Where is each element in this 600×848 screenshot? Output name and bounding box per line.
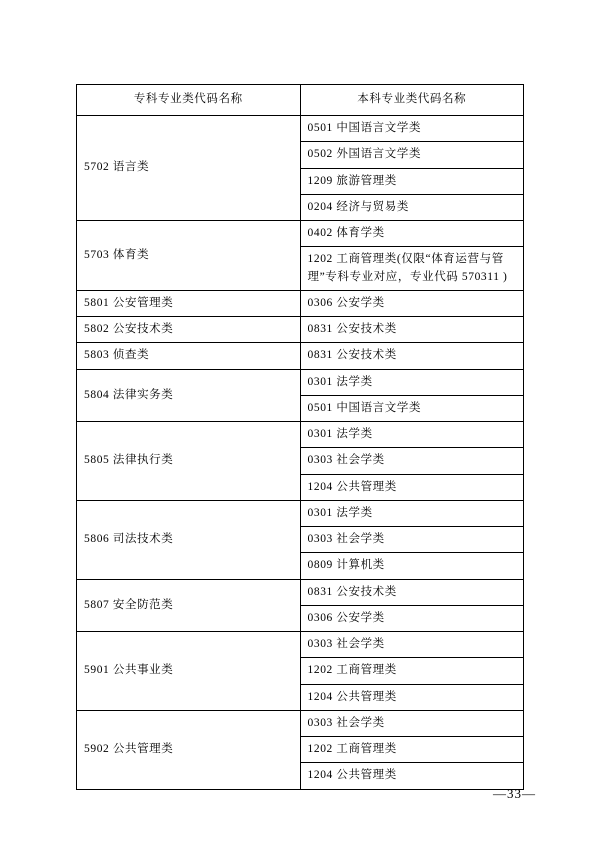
undergraduate-major-category: 0303 社会学类 [300,527,524,553]
major-code-table-container [76,84,524,790]
table-row [77,116,524,142]
table-row [77,579,524,605]
undergraduate-major-category: 0303 社会学类 [300,710,524,736]
undergraduate-major-category: 1202 工商管理类 [300,737,524,763]
undergraduate-major-category: 1204 公共管理类 [300,684,524,710]
undergraduate-major-category: 0402 体育学类 [300,221,524,247]
specialist-major-category: 5803 侦查类 [77,343,301,369]
undergraduate-major-category: 1204 公共管理类 [300,763,524,789]
specialist-major-category: 5801 公安管理类 [77,290,301,316]
table-row [77,632,524,658]
undergraduate-major-category: 0306 公安学类 [300,290,524,316]
specialist-major-category: 5702 语言类 [77,116,301,221]
table-row [77,290,524,316]
table-header-row [77,85,524,116]
column-header-specialist: 专科专业类代码名称 [77,85,301,116]
undergraduate-major-category: 1204 公共管理类 [300,474,524,500]
table-row [77,343,524,369]
undergraduate-major-category: 1209 旅游管理类 [300,168,524,194]
undergraduate-major-category: 0831 公安技术类 [300,317,524,343]
undergraduate-major-category: 0501 中国语言文学类 [300,116,524,142]
undergraduate-major-category: 0502 外国语言文学类 [300,142,524,168]
undergraduate-major-category: 0204 经济与贸易类 [300,194,524,220]
undergraduate-major-category: 1202 工商管理类(仅限“体育运营与管理”专科专业对应，专业代码 570311 ) [300,247,524,291]
undergraduate-major-category: 0301 法学类 [300,422,524,448]
specialist-major-category: 5807 安全防范类 [77,579,301,632]
specialist-major-category: 5802 公安技术类 [77,317,301,343]
specialist-major-category: 5902 公共管理类 [77,710,301,789]
undergraduate-major-category: 0501 中国语言文学类 [300,395,524,421]
table-row [77,710,524,736]
column-header-undergraduate: 本科专业类代码名称 [300,85,524,116]
table-body [77,116,524,790]
undergraduate-major-category: 0306 公安学类 [300,605,524,631]
undergraduate-major-category: 0303 社会学类 [300,632,524,658]
undergraduate-major-category: 0301 法学类 [300,500,524,526]
specialist-major-category: 5901 公共事业类 [77,632,301,711]
undergraduate-major-category: 0809 计算机类 [300,553,524,579]
major-code-table [76,84,524,790]
table-row [77,500,524,526]
page-number: —33— [493,786,536,801]
undergraduate-major-category: 0831 公安技术类 [300,343,524,369]
undergraduate-major-category: 0303 社会学类 [300,448,524,474]
table-row [77,221,524,247]
specialist-major-category: 5806 司法技术类 [77,500,301,579]
table-row [77,317,524,343]
specialist-major-category: 5805 法律执行类 [77,422,301,501]
specialist-major-category: 5804 法律实务类 [77,369,301,422]
undergraduate-major-category: 1202 工商管理类 [300,658,524,684]
specialist-major-category: 5703 体育类 [77,221,301,291]
undergraduate-major-category: 0831 公安技术类 [300,579,524,605]
undergraduate-major-category: 0301 法学类 [300,369,524,395]
table-header [77,85,524,116]
table-row [77,369,524,395]
table-row [77,422,524,448]
